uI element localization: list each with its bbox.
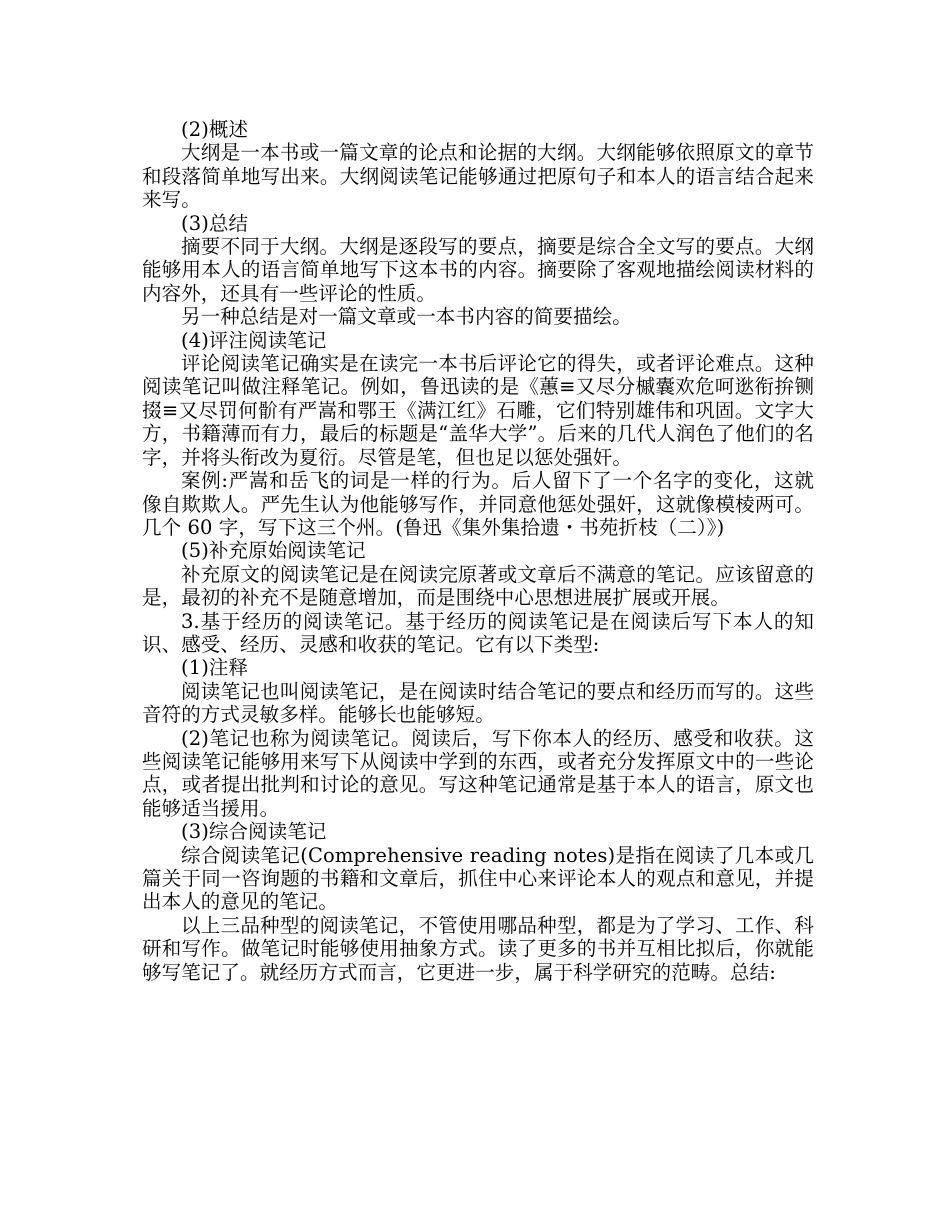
paragraph-comprehensive-notes: 综合阅读笔记(Comprehensive reading notes)是指在阅读了几本或几篇关于同一咨询题的书籍和文章后，抓住中心来评论本人的观点和意见，并提出本人的意见的笔记。	[142, 843, 814, 914]
heading-notes-annotation: (1)注释	[181, 656, 249, 680]
heading-comprehensive-notes: (3)综合阅读笔记	[181, 820, 327, 844]
heading-supplementary-notes: (5)补充原始阅读笔记	[181, 539, 366, 563]
paragraph-case-example: 案例:严嵩和岳飞的词是一样的行为。后人留下了一个名字的变化，这就像自欺欺人。严先生认为他能够写作，并同意他惩处强奸，这就像模棱两可。几个 60 字，写下这三个州。(鲁迅《集外集拾遗・书苑折枝（二）》)	[142, 469, 814, 539]
paragraph-annotation-notes: 评论阅读笔记确实是在读完一本书后评论它的得失，或者评论难点。这种阅读笔记叫做注释笔记。例如，鲁迅读的是《蕙≡又尽分槭囊欢危呵逖衔拚铡掇≡又尽罚何骱有严嵩和鄂王《满江红》石雕，它们特别雄伟和巩固。文字大方，书籍薄而有力，最后的标题是“盖华大学”。后来的几代人润色了他们的名字，并将头衔改为夏衍。尽管是笔，但也足以惩处强奸。	[142, 352, 814, 469]
paragraph-notes-reflection: (2)笔记也称为阅读笔记。阅读后，写下你本人的经历、感受和收获。这些阅读笔记能够用来写下从阅读中学到的东西，或者充分发挥原文中的一些论点，或者提出批判和讨论的意见。写这种笔记通常是基于本人的语言，原文也能够适当援用。	[142, 726, 814, 820]
paragraph-supplementary-notes: 补充原文的阅读笔记是在阅读完原著或文章后不满意的笔记。应该留意的是，最初的补充不是随意增加，而是围绕中心思想进展扩展或开展。	[142, 562, 814, 610]
paragraph-abstract: 摘要不同于大纲。大纲是逐段写的要点，摘要是综合全文写的要点。大纲能够用本人的语言简单地写下这本书的内容。摘要除了客观地描绘阅读材料的内容外，还具有一些评论的性质。	[142, 235, 814, 305]
paragraph-outline: 大纲是一本书或一篇文章的论点和论据的大纲。大纲能够依照原文的章节和段落简单地写出来。大纲阅读笔记能够通过把原句子和本人的语言结合起来来写。	[142, 141, 814, 212]
paragraph-reading-notes: 阅读笔记也叫阅读笔记，是在阅读时结合笔记的要点和经历而写的。这些音符的方式灵敏多样。能够长也能够短。	[142, 679, 814, 727]
paragraph-conclusion: 以上三品种型的阅读笔记，不管使用哪品种型，都是为了学习、工作、科研和写作。做笔记时能够使用抽象方式。读了更多的书并互相比拟后，你就能够写笔记了。就经历方式而言，它更进一步，属于科学研究的范畴。总结:	[142, 913, 814, 984]
document-page	[142, 118, 814, 984]
paragraph-another-summary: 另一种总结是对一篇文章或一本书内容的简要描绘。	[181, 305, 632, 329]
heading-overview: (2)概述	[181, 118, 249, 141]
paragraph-experience-notes: 3.基于经历的阅读笔记。基于经历的阅读笔记是在阅读后写下本人的知识、感受、经历、灵感和收获的笔记。它有以下类型:	[142, 609, 814, 656]
heading-summary: (3)总结	[181, 211, 249, 235]
heading-annotation-notes: (4)评注阅读笔记	[181, 328, 327, 352]
